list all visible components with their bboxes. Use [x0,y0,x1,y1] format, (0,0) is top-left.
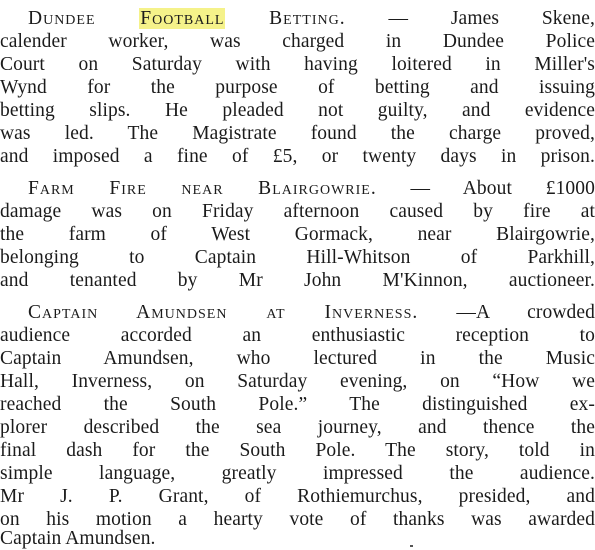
article-line: plorer described the sea journey, and thence the [0,417,595,438]
article-first-line [28,8,595,30]
article-line: audience accorded an enthusiastic reception to [0,325,595,346]
article-line: Captain Amundsen. [0,528,156,549]
article-text: — About £1000 [410,178,595,199]
heading-text: Dundee [28,8,140,29]
article-line: Mr J. P. Grant, of Rothiemurchus, presided, and [0,486,595,507]
heading-text: Betting. [225,8,346,29]
article-line: simple language, greatly impressed the audience. [0,463,595,484]
article-line: Court on Saturday with having loitered in Miller's [0,54,595,75]
article-heading: Captain Amundsen at Inverness. [28,302,419,323]
article-line: Hall, Inverness, on Saturday evening, on “How we [0,371,595,392]
print-speck [410,545,413,547]
article-line: and imposed a fine of £5, or twenty days in prison. [0,146,595,167]
article-line: belonging to Captain Hill-Whitson of Parkhill, [0,247,595,268]
article-line: was led. The Magistrate found the charge proved, [0,123,595,144]
article-heading: Farm Fire near Blairgowrie. [28,178,377,199]
article-line: the farm of West Gormack, near Blairgowrie, [0,224,595,245]
highlighted-keyword: Football [140,8,225,29]
article-line: damage was on Friday afternoon caused by fire at [0,201,595,222]
article-line: betting slips. He pleaded not guilty, and evidence [0,100,595,121]
article-line: reached the South Pole.” The distinguished ex- [0,394,595,415]
article-line: final dash for the South Pole. The story, told in [0,440,595,461]
article-line: calender worker, was charged in Dundee Police [0,31,595,52]
article-line: Captain Amundsen, who lectured in the Music [0,348,595,369]
article-text: — James Skene, [388,8,595,29]
article-first-line [28,178,595,200]
article-heading [28,8,346,29]
article-line: on his motion a hearty vote of thanks was awarded [0,509,595,530]
article-text: —A crowded [456,302,595,323]
article-line: and tenanted by Mr John M'Kinnon, auctioneer. [0,270,595,291]
article-line: Wynd for the purpose of betting and issuing [0,77,595,98]
article-first-line [28,302,595,324]
